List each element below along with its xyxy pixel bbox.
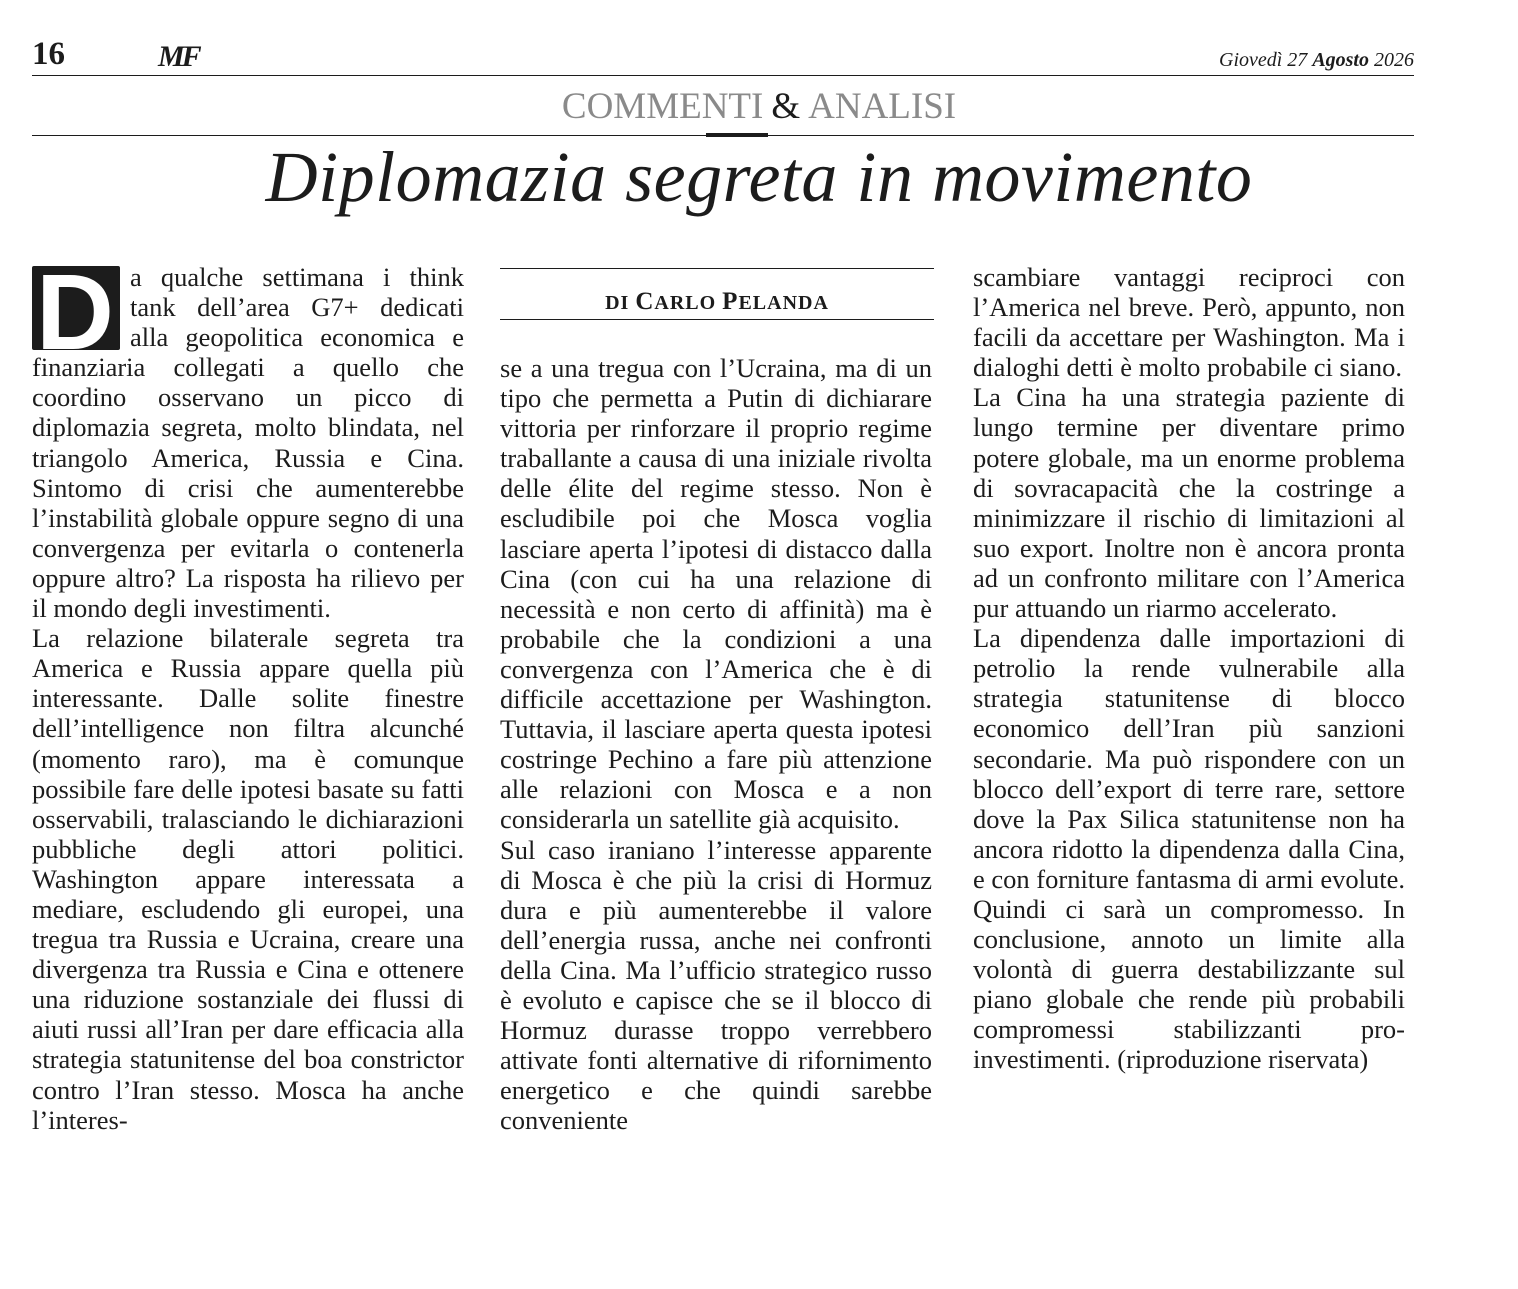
byline-name-rest: ARLO	[654, 292, 723, 314]
newspaper-logo: MF	[158, 40, 199, 73]
issue-date	[1219, 50, 1414, 70]
date-year: 2026	[1369, 49, 1414, 71]
header-rule	[32, 75, 1414, 76]
article-column-1	[32, 251, 464, 1135]
date-month: Agosto	[1312, 49, 1369, 71]
date-day: Giovedì 27	[1219, 49, 1313, 71]
article-paragraph: La Cina ha una strategia paziente di lungo termine per diventare primo potere globale, ma un enorme problema di sovracapacità che la costringe a minimizzare il rischio di limitazioni al suo export. Inoltre non è ancora pronta ad un confronto militare con l’America pur attuando un riarmo accelerato.	[973, 382, 1405, 624]
byline-box	[500, 268, 934, 320]
page-number: 16	[32, 36, 65, 72]
byline-name-cap: C	[635, 288, 655, 315]
article-column-2	[500, 353, 932, 1135]
byline-di: DI	[605, 292, 636, 314]
byline-surname-rest: ELANDA	[738, 292, 829, 314]
byline	[500, 289, 934, 314]
article-paragraph: La relazione bilaterale segreta tra America e Russia appare quella più interessante. Dalle solite finestre dell’intelligence non filtra alcunché (momento raro), ma è comunque possibile fare delle ipotesi basate su fatti osservabili, tralasciando le dichiarazioni pubbliche degli attori politici. Washington appare interessata a mediare, escludendo gli europei, una tregua tra Russia e Ucraina, creare una divergenza tra Russia e Cina e ottenere una riduzione sostanziale dei flussi di aiuti russi all’Iran per dare efficacia alla strategia statunitense del boa constrictor contro l’Iran stesso. Mosca ha anche l’interes-	[32, 623, 464, 1135]
article-paragraph: scambiare vantaggi reciproci con l’America nel breve. Però, appunto, non facili da accettare per Washington. Ma i dialoghi detti è molto probabile ci siano.	[973, 262, 1405, 383]
section-title	[0, 88, 1518, 125]
article-paragraph: La dipendenza dalle importazioni di petrolio la rende vulnerabile alla strategia statunitense di blocco economico dell’Iran più sanzioni secondarie. Ma può rispondere con un blocco dell’export di terre rare, settore dove la Pax Silica statunitense non ha ancora ridotto la dipendenza dalla Cina, e con forniture fantasma di armi evolute. Quindi ci sarà un compromesso. In conclusione, annoto un limite alla volontà di guerra destabilizzante sul piano globale che rende più probabili compromessi stabilizzanti pro-investimenti. (riproduzione riservata)	[973, 623, 1405, 1075]
article-column-3	[973, 262, 1405, 1075]
article-paragraph: Sul caso iraniano l’interesse apparente di Mosca è che più la crisi di Hormuz dura e più aumenterebbe il valore dell’energia russa, anche nei confronti della Cina. Ma l’ufficio strategico russo è evoluto e capisce che se il blocco di Hormuz durasse troppo verrebbero attivate fonti alternative di rifornimento energetico e che quindi sarebbe conveniente	[500, 834, 932, 1136]
dropcap: D	[32, 266, 120, 350]
article-paragraph: se a una tregua con l’Ucraina, ma di un tipo che permetta a Putin di dichiarare vittoria per rinforzare il proprio regime traballante a causa di una iniziale rivolta delle élite del regime stesso. Non è escludibile poi che Mosca voglia lasciare aperta l’ipotesi di distacco dalla Cina (con cui ha una relazione di necessità e non certo di affinità) ma è probabile che la condizioni a una convergenza con l’America che è di difficile accettazione per Washington. Tuttavia, il lasciare aperta questa ipotesi costringe Pechino a fare più attenzione alle relazioni con Mosca e a non considerarla un satellite già acquisito.	[500, 353, 932, 835]
byline-surname-cap: P	[722, 288, 739, 315]
section-title-commenti: COMMENTI	[561, 86, 764, 127]
section-title-analisi: ANALISI	[808, 86, 957, 127]
headline: Diplomazia segreta in movimento	[265, 137, 1253, 217]
section-title-amp: &	[771, 86, 801, 127]
article-paragraph: a qualche settimana i think tank dell’area G7+ dedicati alla geopolitica economica e finanziaria collegati a quello che coordino osservano un picco di diplomazia segreta, molto blindata, nel triangolo America, Russia e Cina. Sintomo di crisi che aumenterebbe l’instabilità globale oppure segno di una convergenza per evitarla o contenerla oppure altro? La risposta ha rilievo per il mondo degli investimenti.	[32, 262, 464, 624]
